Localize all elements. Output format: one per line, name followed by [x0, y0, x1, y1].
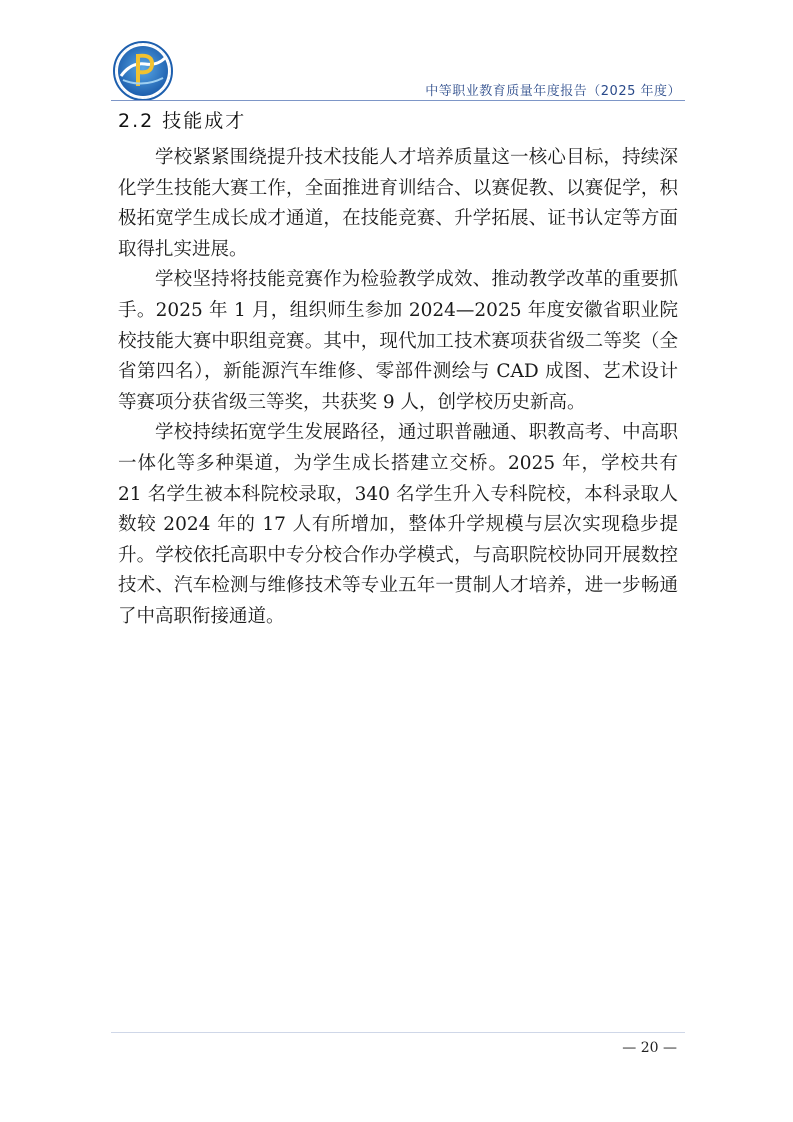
- footer-divider: [111, 1032, 685, 1033]
- report-header-title: 中等职业教育质量年度报告（2025 年度）: [425, 84, 681, 99]
- body-text: [118, 143, 678, 633]
- paragraph: 学校持续拓宽学生发展路径，通过职普融通、职教高考、中高职一体化等多种渠道，为学生成长搭建立交桥。2025 年，学校共有 21 名学生被本科院校录取，340 名学生升入专科院校，本科录取人数较 2024 年的 17 人有所增加，整体升学规模与层次实现稳步提升。学校依托高职中专分校合作办学模式，与高职院校协同开展数控技术、汽车检测与维修技术等专业五年一贯制人才培养，进一步畅通了中高职衔接通道。: [118, 422, 678, 627]
- paragraph: 学校坚持将技能竞赛作为检验教学成效、推动教学改革的重要抓手。2025 年 1 月，组织师生参加 2024—2025 年度安徽省职业院校技能大赛中职组竞赛。其中，现代加工技术赛项获省级二等奖（全省第四名），新能源汽车维修、零部件测绘与 CAD 成图、艺术设计等赛项分获省级三等奖，共获奖 9 人，创学校历史新高。: [118, 269, 678, 413]
- section-heading: 2.2 技能成才: [118, 110, 247, 132]
- header-divider: [111, 100, 685, 101]
- paragraph: 学校紧紧围绕提升技术技能人才培养质量这一核心目标，持续深化学生技能大赛工作，全面推进育训结合、以赛促教、以赛促学，积极拓宽学生成长成才通道，在技能竞赛、升学拓展、证书认定等方面取得扎实进展。: [118, 147, 678, 260]
- school-emblem-icon: [111, 40, 175, 102]
- page-number: — 20 —: [622, 1040, 677, 1056]
